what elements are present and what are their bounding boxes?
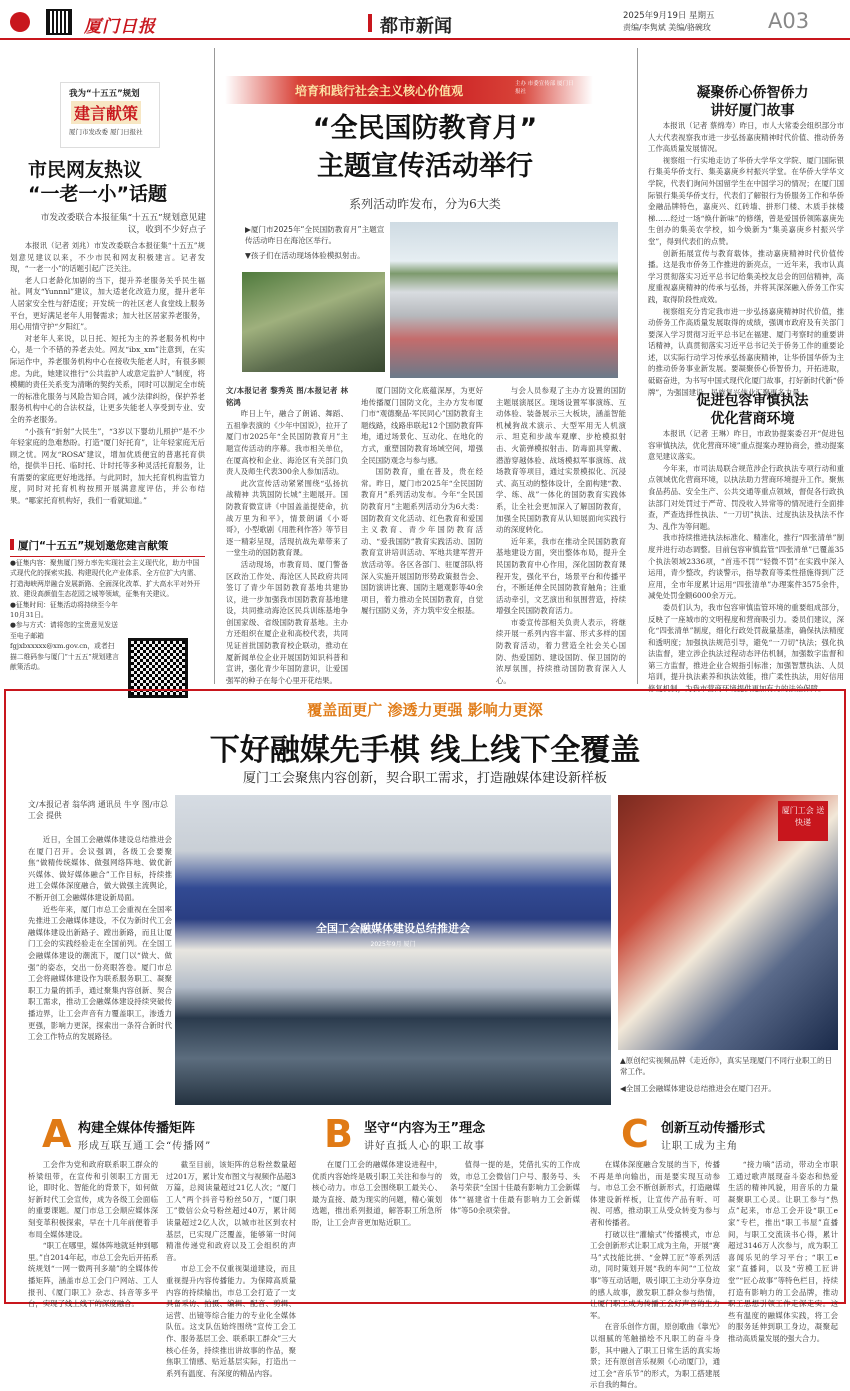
section-b-body-1 <box>312 1159 442 1299</box>
section-a-title: 构建全媒体传播矩阵 <box>78 1121 196 1136</box>
section-b-letter: B <box>324 1112 353 1156</box>
paragraph: 打破以往“灌输式”传播模式，市总工会创新形式让职工成为主角，开展“赛马”式技能比拼、“金牌工匠”等系列活动，同时策划开展“我的车间”“工位故事”等互动话题，吸引职工主动分享身边的感人故事，激发职工群众参与热情，让厦门职工成为传播工会好声音的生力军。 <box>590 1229 720 1320</box>
left-headline-line1: 市民网友热议 <box>28 159 143 181</box>
paragraph: 厦门国防文化底蕴深厚，为更好地传播厦门国防文化，主办方发布厦门市“观德聚品·军民同心”国防教育主题线路，线路串联起12个国防教育阵地，通过场景化、互动化、在地化的方式，重塑国防教育场域空间，增强全民国防观念与参与感。 <box>361 386 483 465</box>
feature-intro <box>28 834 172 1108</box>
paragraph: 此次宣传活动紧紧围绕“弘扬抗战精神 共筑国防长城”主题展开。国防教育微宣讲《中国盖盖提使命，抗战万里为和平》，情景朗诵《小哥哥》，小型歌剧《用胜利作答》等节目逐一精彩呈现，活现抗战先辈带来了一堂生动的国防教育课。 <box>226 478 348 558</box>
left-headline-line2: “一老一小”话题 <box>28 183 167 205</box>
banner-sponsor: 主办 市委宣传部 厦门日报社 <box>515 81 574 95</box>
paragraph: 视察组充分肯定我市进一步弘扬嘉庚精神时代价值，推动侨务工作高质量发展取得的成绩，强调市政府及有关部门要深入学习贯彻习近平总书记在福建、厦门考察时的重要讲话精神，认真贯彻落实习近平总书记关于侨务工作的重要论述，以实际行动学习传承弘扬嘉庚精神，让华侨国华侨为主的推动侨务事业新发展。要凝聚侨心侨智侨力，开拓进取，砥砺奋进，为书写中国式现代化厦门故事，打好新时代新“侨牌”，为强国建设、民族复兴伟业汇聚更多力量。 <box>648 306 844 397</box>
photo-captions <box>245 224 385 261</box>
paragraph: 本报讯（记者 蔡绵寿）昨日，市人大常委会组织部分市人大代表视察我市进一步弘扬嘉庚精神时代价值、推动侨务工作高质量发展情况。 <box>648 121 844 154</box>
center-col-1 <box>226 385 348 685</box>
paragraph: 在媒体深度融合发展的当下，传播不再是单向输出，而是要实现互动参与。市总工会不断创新形式，打造融媒体建设新样板，让宣传产品有听、可视、可感，推动职工从受众转变为参与者和传播者。 <box>590 1160 720 1227</box>
box-line: ●参与方式：请将您的宝贵意见发送至电子邮箱fgjxbxxxxx@xm.gov.cn，或者扫描二维码参与厦门“十五五”规划建言献策活动。 <box>10 621 119 672</box>
paragraph: 市总工会不仅重视渠道建设，而且重视提升内容传播能力。为保障高质量内容的持续输出，市总工会打造了一支具备采访、拍摄、编辑、配音、剪辑、运营、出镜等综合能力的专业化全媒体队伍。这支队伍始终围绕“宣传工会工作、服务基层工会、联系职工群众”三大核心任务，持续推出讲故事的作品，聚焦职工情感、贴近基层实际，打造出一系列有温度、有深度的精品内容。 <box>166 1264 296 1378</box>
shooting-photo <box>242 272 385 372</box>
right-article-1-body <box>648 120 844 397</box>
center-col-3 <box>496 385 626 685</box>
section-bar <box>368 14 372 32</box>
box-line: ●征集内容：聚焦厦门努力率先实现社会主义现代化，助力中国式现代化的探索实践、构建现代化产业体系、全方位扩大内需、打造海峡两岸融合发展新路、全面深化改革、扩大高水平对外开放、建设高颜值生态花园之城等领域，征集有关建议。 <box>10 559 201 599</box>
conference-photo <box>175 795 611 1105</box>
paragraph: 本报讯（记者 刘兆）市发改委联合本报征集“十五五”规划意见建议以来，不少市民和网友积极建言。记者发现，“一老一小”的话题引起广泛关注。 <box>10 241 205 274</box>
paragraph: 与会人员参观了主办方设置的国防主题展演展区。现场设置军事演练、互动体验、装备展示三大板块，涵盖智能机械狗战术演示、大型军用无人机演示、坦克和步战车观摩、步枪模拟射击、火箭弹模拟射击、防毒面具穿戴、潜游穿越体验、战场模拟军事演练、战场教育等项目，通过实景模拟化、沉浸式、高互动的整体设计，全面构建“教、学、练、战”一体化的国防教育实践体系，让全社会更加深入了解国防教育，加强全民国防教育从认知展面向实践行动的深度转化。 <box>496 386 626 535</box>
right-headline-1-line1: 凝聚侨心侨智侨力 <box>696 85 809 101</box>
photo-caption-2: ▼孩子们在活动现场体验模拟射击。 <box>245 251 365 260</box>
paragraph: 值得一提的是，凭借扎实的工作成效，市总工会微信门户号、服务号、头条号荣获“全国十佳最有影响力工会新媒体”“福建省十佳最有影响力工会新媒体”等50余项荣誉。 <box>450 1160 580 1216</box>
event-photo <box>390 222 618 378</box>
issue-date: 2025年9月19日 星期五 <box>623 11 715 21</box>
conference-screen-date: 2025年9月 厦门 <box>370 941 416 948</box>
paragraph: 在厦门工会的融媒体建设进程中，优质内容始终是吸引职工关注和参与的核心动力。市总工会围绕职工最关心、最为直接、最为现实的问题，精心策划选题，推出系列报道，解答职工所急所盼，让工会声音更加贴近职工。 <box>312 1160 442 1227</box>
video-badge: 厦门工会 送快递 <box>778 801 828 841</box>
column-logo-line2: 建言献策 <box>71 101 141 124</box>
feature-caption-1: ▲原创纪实视频品牌《走近你》，真实呈现厦门不同行业职工的日常工作。 <box>620 1056 833 1076</box>
right-headline-2-line1: 促进包容审慎执法 <box>696 393 809 409</box>
center-byline: 文/本报记者 黎秀英 图/本报记者 林铭鸿 <box>226 386 348 407</box>
section-b-body-2 <box>450 1159 580 1299</box>
paragraph: 近年来，我市在推动全民国防教育基地建设方面，突出整体布局，提升全民国防教育中心作用，深化国防教育课程开发，强化平台，场景平台和传播平台，不断延伸全民国防教育触角；注重活动牵引，文艺演出和氛围营造，持续增强全民国防教育活力。 <box>496 536 626 616</box>
center-col-2 <box>361 385 483 685</box>
paragraph: 工会作为党和政府联系职工群众的桥梁纽带，在宣传和引领职工方面无论，即时化、智能化的背景下，如何做好新时代工会宣传，成为各级工会面临的重要课题。厦门市总工会顺应媒体深刻变革积极探索，早在十几年前便着手布局全媒体建设。 <box>28 1160 158 1239</box>
editors: 责编/李隽斌 美编/骆碗玫 <box>623 23 711 32</box>
paragraph: 创新拓展宣传与教育载体，推动嘉庚精神时代价值传播。这是我市侨务工作推进的新亮点，一近年来，我市认真学习贯彻落实习近平总书记给集美校友总会的回信精神，高度重视嘉庚精神的传承与弘扬，并将其深深融入侨务工作实践，取得阶段性成效。 <box>648 248 844 304</box>
banner-text: 培育和践行社会主义核心价值观 <box>295 84 464 98</box>
newspaper-brand: 厦门日报 <box>84 17 156 37</box>
paragraph: 国防教育，重在普及，贵在经常。昨日，厦门市2025年“全民国防教育月”系列活动发布。今年“全民国防教育月”主题系列活动分为6大类：国防教育文化活动、红色教育和爱国主义教育、青少年国防教育活动、“爱我国防”教育实践活动、国防教育宣讲培训活动、军地共建军营开放活动等。各区各部门、驻厦部队将深入实施开展国防形势政策报告会、国防演讲比赛、国防主题观影等40余项目，着力推动全民国防教育，自觉履行国防义务，齐力筑牢安全根基。 <box>361 467 483 616</box>
qr-code-icon <box>46 9 72 35</box>
paragraph: 截至目前，该矩阵的总粉丝数量超过201万，累计发布图文与视频作品超3万篇，总阅读量超过21亿人次；“厦门工人”两个抖音号粉丝50万，“厦门职工”微信公众号粉丝超过40万，累计阅读量超过2亿人次，以城市社区到农村基层，已实现广泛覆盖，能够第一时间精准传递党和政府以及工会组织的声音。 <box>166 1160 296 1262</box>
section-c-body-2 <box>728 1159 838 1343</box>
paragraph: 委员们认为，我市包容审慎监管环境的重要组成部分，反映了一座城市的文明程度和营商吸引力。委员们建议，深化“四张清单”制度，细化行政处罚裁量基准，确保执法精度和透明度；加强执法规范引导，避免“一刀切”执法；强化执法监督，建立涉企执法过程动态评估机制，加强数字监督和第三方监督，推进企业合规指引标准；加强智慧执法、人员培训，提升执法素养和执法效能，推广柔性执法，用好信用修复机制，为我市营商环境提供更加有力的法治保障。 <box>648 602 844 694</box>
main-subhead: 系列活动昨发布，分为6大类 <box>349 197 501 211</box>
section-b-title: 坚守“内容为王”理念 <box>364 1121 486 1136</box>
paragraph: 老人口老龄化加剧的当下，提升养老服务关乎民生福祉。网友“Yunnnl”建议，加大适老化改造力度，提升老年人居家安全性与舒适度；开发统一的社区老人食堂线上服务平台，更好满足老年人用餐需求；加大社区居家养老服务，用心用情守护“夕阳红”。 <box>10 275 205 332</box>
center-article-body <box>226 385 626 685</box>
section-c-subtitle: 让职工成为主角 <box>661 1141 738 1152</box>
left-article-body <box>10 240 205 540</box>
paragraph: 今年来，市司法局联合规范涉企行政执法专项行动和重点领域优化营商环境，以执法助力营商环境提升工作。聚焦食品药品、安全生产、公共交通等重点领域，督促各行政执法部门对处罚过于严苛、罚没收入异常等的情况进行全面排查，严查选择性执法、“一刀切”执法、过度执法及执法不作为、乱作为等问题。 <box>648 463 844 531</box>
feature-byline: 文/本报记者 翁华鸿 通讯员 牛亨 图/市总工会 提供 <box>28 800 168 820</box>
column-logo-line3: 厦门市发改委 厦门日报社 <box>69 128 143 136</box>
right-headline-2 <box>660 392 845 428</box>
column-divider <box>214 48 215 684</box>
left-info-box <box>10 558 205 688</box>
paragraph: “接力嘀”活动，带动全市职工通过歌声展现奋斗姿态和热爱生活的精神风貌，用音乐的力量凝聚职工心灵。让职工参与“热点”起来，市总工会开设“职工e家”专栏，推出“职工书屋”直播间，与职工交流读书心得，累计超过3146万人次参与，成为职工喜闻乐见的学习平台；“职工e家”直播间，以及“劳模工匠讲堂”“匠心故事”等特色栏目，持续打造有影响力的工会品牌，推动职工思想引领工作走深走实。这些有温度的融媒体实践，将工会的服务延伸到职工身边，凝聚起推动高质量发展的强大合力。 <box>728 1160 838 1343</box>
section-a-body-1 <box>28 1159 158 1309</box>
section-a-body-2 <box>166 1159 296 1378</box>
paragraph: 视察组一行实地走访了华侨大学华文学院、厦门国际银行集美华侨支行、集美嘉庚乡村振兴学堂。在华侨大学华文学院，代表们询问外国留学生在中国学习的情况；在厦门国际银行集美华侨支行，代表们了解银行为侨服务工作和华侨金融品牌特色，嘉庚兴、红砖墙、拼形门楼、木质手抹楼梯……经过一场“焕什新味”的修缮，曾是爱国侨领陈嘉庚先生创办的集美农学校，如今焕新为“集美嘉庚乡村振兴学堂”，得到代表们的点赞。 <box>648 155 844 246</box>
left-headline <box>28 158 167 206</box>
column-divider <box>637 48 638 684</box>
feature-caption-2: ◀全国工会融媒体建设总结推进会在厦门召开。 <box>620 1084 776 1093</box>
video-brand-collage <box>618 795 838 1050</box>
right-article-2-body <box>648 428 844 694</box>
section-c-letter: C <box>621 1112 649 1156</box>
paragraph: 昨日上午，融合了朗诵、舞蹈、五祖拳表演的《少年中国说》，拉开了厦门市2025年“全民国防教育月”主题宣传活动的序幕。我市相关单位，在厦高校和企业、海沧区有关部门负责人及师生代表300余人参加活动。 <box>226 409 348 477</box>
section-b-subtitle: 讲好直抵人心的职工故事 <box>364 1141 485 1152</box>
column-logo-line1: 我为“十五五”规划 <box>69 89 140 99</box>
section-title: 都市新闻 <box>380 16 452 37</box>
section-c-title: 创新互动传播形式 <box>661 1121 766 1136</box>
page-number: A03 <box>768 9 810 33</box>
theme-banner <box>225 76 593 104</box>
left-subhead: 市发改委联合本报征集“十五五”规划意见建议，收到不少好点子 <box>40 213 206 235</box>
right-headline-1-line2: 讲好厦门故事 <box>710 103 795 119</box>
feature-section <box>4 689 846 1390</box>
paragraph: 在音乐创作方面，原创歌曲《靠光》以细腻的笔触描绘不凡职工的奋斗身影，其中融入了职工日常生活的真实场景；还有原创音乐视频《心动厦门》，通过工会“音乐节”的形式，为职工搭建展示自我的舞台。 <box>590 1322 720 1390</box>
feature-tagline: 覆盖面更广 渗透力更强 影响力更深 <box>307 701 543 719</box>
main-headline-line1: “全民国防教育月” <box>312 113 538 144</box>
paragraph: 本报讯（记者 王琳）昨日，市政协提案委召开“促进包容审慎执法，优化营商环境”重点提案办理协商会，推动提案意见建议落实。 <box>648 429 844 462</box>
main-headline-line2: 主题宣传活动举行 <box>317 151 533 182</box>
paragraph: 近些年来，厦门市总工会重视在全国率先推进工会融媒体建设，不仅为新时代工会融媒体建设出新路子、蹚出新路，而且让厦门工会的实践经验走在全国前列。在全国工会融媒体建设的潮流下，厦门以“做大、做强”的姿态，交出一份亮眼答卷。厦门市总工会将融媒体建设作为联系服务职工、凝聚职工力量的抓手，通过聚集内容创新、契合职工需求，推动工会融媒体建设持续突破传播边界，让工会声音有力覆盖职工，渗透力更强，影响力更深，探索出一条符合新时代工会工作特点的发展路径。 <box>28 904 172 1042</box>
paragraph: “小孩有“折射”大民生”，“3岁以下婴幼儿照护”是不少年轻家庭的急难愁盼。打造“厦门好托育”，让年轻家庭无后顾之忧。网友“ROSA”建议，增加优质便宜的普惠托育供给，提供半日托、临时托、计时托等多种灵活托育服务，让有需要的家庭更好地选择。与此同时，加大托育机构监管力度，同时对托育机构按照开展满意度评估，并公布结果。“哪家托育机构好，我们一看就知道。” <box>10 426 205 506</box>
right-headline-2-line2: 优化营商环境 <box>710 411 795 427</box>
paragraph: 市委宣传部相关负责人表示，将继续开展一系列内容丰富、形式多样的国防教育活动，着力营造全社会关心国防、热爱国防、建设国防、保卫国防的浓厚氛围，持续推动国防教育深入人心。 <box>496 617 626 685</box>
paragraph: 活动现场，市教育局、厦门警备区政治工作处、海沧区人民政府共同签订了青少年国防教育基地共建协议，进一步加强我市国防教育基地建设，共同推动海沧区民兵训练基地争创国家级、省级国防教育基地。主办方还组织在厦企业和高校代表，共同见证首批国防教育校企联动，推动在厦新闻单位企业开展国防知识科普和宣讲，强化青少年国防意识，让爱国强军的种子在每个心里开花结果。 <box>226 559 348 685</box>
paragraph: 近日，全国工会融媒体建设总结推进会在厦门召开。会议强调，各级工会要聚焦“做精传统媒体、做强网络阵地、做优新兴媒体、做好媒体融合”工作目标，持续推进工会媒体深度融合，做大做强主流舆论，不断开创工会融媒体建设新局面。 <box>28 835 172 902</box>
feature-headline: 下好融媒先手棋 线上线下全覆盖 <box>209 733 641 768</box>
paragraph: “职工在哪里，媒体阵地就延伸到哪里。”自2014年起，市总工会先后开拓系统规划“一网一微两刊多端”的全媒体传播矩阵，涵盖市总工会门户网站、工人报刊、《厦门职工》杂志、抖音等多平台，实现了线上线下的深度融合。 <box>28 1241 158 1309</box>
box-line: ●征集时间：征集活动将持续至今年10月31日。 <box>10 600 118 620</box>
feature-subhead: 厦门工会聚焦内容创新，契合职工需求，打造融媒体建设新样板 <box>242 771 607 786</box>
newspaper-logo-icon <box>10 12 30 32</box>
left-column <box>10 48 205 688</box>
conference-screen-title: 全国工会融媒体建设总结推进会 <box>316 922 470 935</box>
section-a-subtitle: 形成互联互通工会“传播网” <box>78 1141 212 1152</box>
paragraph: 我市持续推进执法标准化、精准化，推行“四张清单”制度并进行动态调整。目前包容审慎监管“四张清单”已覆盖35个执法领域2336项，“首违不罚”“轻微不罚”在实践中深入运用，青少整改，约谈警示，指导教育等柔性措施得到广泛应用，全市年度累计运用“四张清单”办理案件3575余件，减免处罚金额6000余万元。 <box>648 533 844 601</box>
photo-caption-1: ▶厦门市2025年“全民国防教育月”主题宣传活动昨日在海沧区举行。 <box>245 225 385 245</box>
left-box-title: 厦门“十五五”规划邀您建言献策 <box>10 538 205 557</box>
column-logo <box>60 82 160 148</box>
masthead <box>0 0 850 40</box>
paragraph: 对老年人来说，以日托、短托为主的养老服务机构中心，是一个不错的养老去处。网友“ibx_xm”注意到，在实际运作中，养老服务机构中心在接收失能老人时，有很多顾虑。为此，她建议推行“公共监护人或意定监护人”制度，将模糊的责任关系变为清晰的契约关系，同时可以制定全市统一的标准化服务与风险告知合同，减少法律纠纷，保护养老服务机构中心的合法权益，让更多失能老人享受到专业、安全的养老服务。 <box>10 333 205 424</box>
section-a-letter: A <box>42 1112 72 1156</box>
right-headline-1 <box>660 84 845 120</box>
section-c-body-1 <box>590 1159 720 1390</box>
